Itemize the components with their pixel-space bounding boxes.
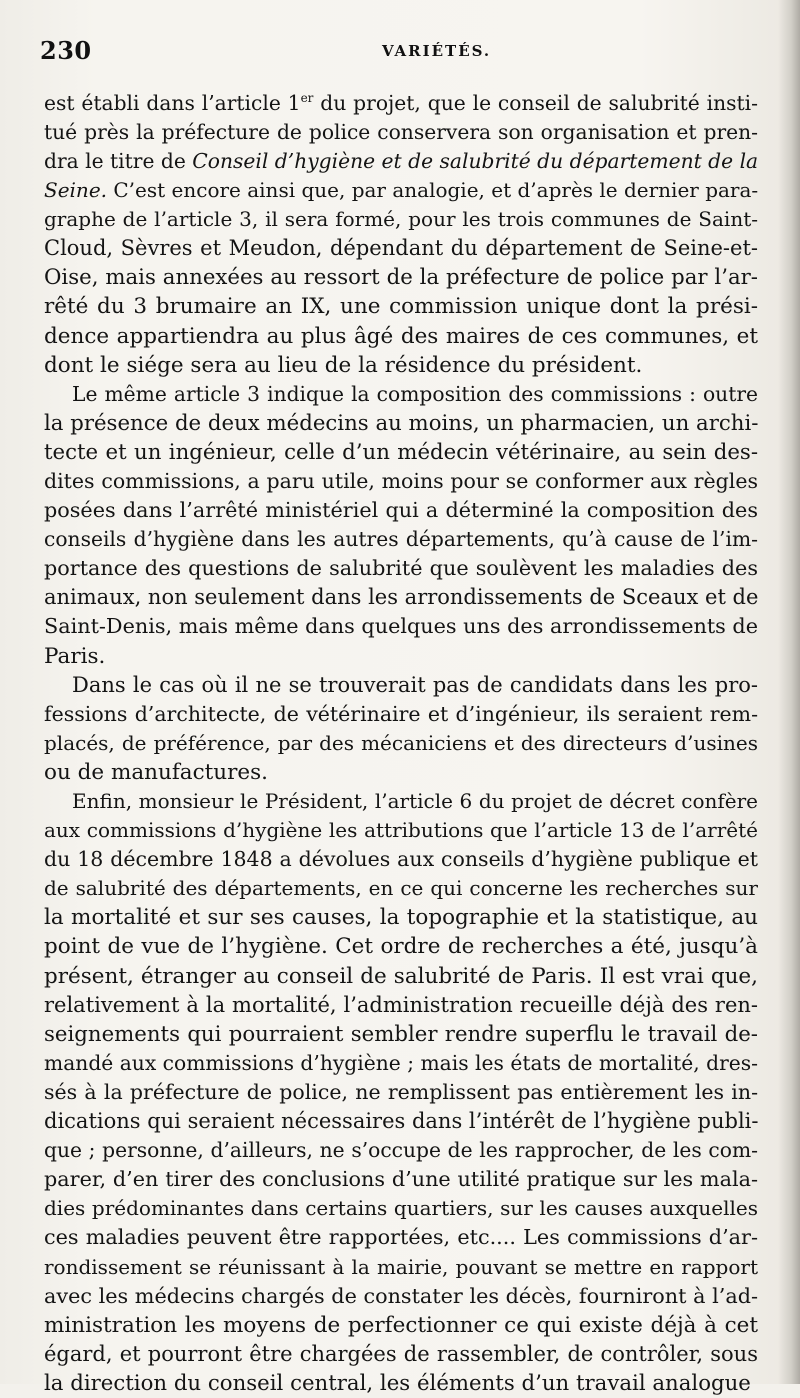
text-line: relativement à la mortalité, l’administration recueille déjà des ren-	[44, 992, 758, 1017]
text-line: conseils d’hygiène dans les autres départements, qu’à cause de l’im-	[44, 527, 758, 552]
text-line: graphe de l’article 3, il sera formé, pour les trois communes de Saint-	[44, 207, 758, 232]
text-line: rondissement se réunissant à la mairie, pouvant se mettre en rapport	[44, 1254, 758, 1279]
paragraph	[44, 671, 758, 787]
paragraph	[44, 84, 758, 380]
superscript: er	[300, 91, 314, 105]
text-line: point de vue de l’hygiène. Cet ordre de recherches a été, jusqu’à	[44, 934, 758, 960]
text-line: dites commissions, a paru utile, moins pour se conformer aux règles	[44, 468, 758, 493]
text-line: tué près la préfecture de police conservera son organisation et pren-	[44, 119, 758, 144]
page-number: 230	[40, 36, 92, 65]
text-line: la mortalité et sur ses causes, la topographie et la statistique, au	[44, 905, 758, 931]
text-line: Seine. C’est encore ainsi que, par analogie, et d’après le dernier para-	[44, 178, 759, 203]
text-line: dra le titre de Conseil d’hygiène et de salubrité du département de la	[44, 148, 759, 173]
text-line: la présence de deux médecins au moins, un pharmacien, un archi-	[44, 410, 759, 436]
running-title: VARIÉTÉS.	[382, 42, 492, 60]
text-line: Cloud, Sèvres et Meudon, dépendant du département de Seine-et-	[44, 236, 758, 261]
text-line: posées dans l’arrêté ministériel qui a déterminé la composition des	[44, 498, 758, 523]
text-line: Le même article 3 indique la composition des commissions : outre	[72, 381, 758, 406]
text-line: mandé aux commissions d’hygiène ; mais les états de mortalité, dres-	[44, 1050, 758, 1075]
text-line: la direction du conseil central, les éléments d’un travail analogue	[44, 1370, 751, 1396]
text-line: portance des questions de salubrité que soulèvent les maladies des	[44, 556, 758, 581]
text-line: ministration les moyens de perfectionner ce qui existe déjà à cet	[44, 1312, 758, 1338]
text-line: rêté du 3 brumaire an IX, une commission unique dont la prési-	[44, 294, 758, 320]
text-line: de salubrité des départements, en ce qui concerne les recherches sur	[44, 876, 758, 901]
text-line: Saint-Denis, mais même dans quelques uns des arrondissements de	[44, 614, 758, 639]
text-line: présent, étranger au conseil de salubrité de Paris. Il est vrai que,	[44, 963, 758, 989]
text-line: Paris.	[44, 643, 106, 669]
text-line: animaux, non seulement dans les arrondissements de Sceaux et de	[44, 585, 759, 610]
text-line: Oise, mais annexées au ressort de la préfecture de police par l’ar-	[44, 265, 758, 291]
text-line: placés, de préférence, par des mécaniciens et des directeurs d’usines	[44, 730, 758, 755]
text-line: dont le siége sera au lieu de la résidence du président.	[44, 352, 643, 378]
body-text	[44, 84, 758, 1398]
page-header	[40, 36, 764, 72]
text-line: dies prédominantes dans certains quartiers, sur les causes auxquelles	[44, 1196, 758, 1221]
text-line: avec les médecins chargés de constater les décès, fourniront à l’ad-	[44, 1283, 758, 1308]
text-line: ou de manufactures.	[44, 759, 269, 785]
text-line: dications qui seraient nécessaires dans l’intérêt de l’hygiène publi-	[44, 1109, 759, 1134]
text-line: fessions d’architecte, de vétérinaire et d’ingénieur, ils seraient rem-	[44, 701, 758, 726]
text-line: parer, d’en tirer des conclusions d’une utilité pratique sur les mala-	[44, 1167, 758, 1192]
text-line: Enfin, monsieur le Président, l’article 6 du projet de décret confère	[72, 789, 758, 813]
page-gutter-shadow	[778, 0, 800, 1384]
text-line: ces maladies peuvent être rapportées, etc.... Les commissions d’ar-	[44, 1225, 758, 1250]
paragraph	[44, 380, 758, 671]
italic-title: Conseil d’hygiène et de salubrité du département de la	[192, 148, 759, 173]
italic-title: Seine.	[44, 178, 108, 203]
text-line: sés à la préfecture de police, ne remplissent pas entièrement les in-	[44, 1079, 758, 1104]
text-line: aux commissions d’hygiène les attributions que l’article 13 de l’arrêté	[44, 818, 758, 843]
text-line: seignements qui pourraient sembler rendre superflu le travail de-	[44, 1021, 758, 1047]
text-line: est établi dans l’article 1er du projet, que le conseil de salubrité insti-	[44, 90, 759, 115]
text-line: dence appartiendra au plus âgé des maires de ces communes, et	[44, 323, 758, 349]
text-line: tecte et un ingénieur, celle d’un médecin vétérinaire, au sein des-	[44, 439, 758, 465]
text-line: égard, et pourront être chargées de rassembler, de contrôler, sous	[44, 1341, 758, 1366]
text-line: que ; personne, d’ailleurs, ne s’occupe de les rapprocher, de les com-	[44, 1138, 758, 1163]
paragraph	[44, 787, 758, 1398]
text-line: Dans le cas où il ne se trouverait pas de candidats dans les pro-	[72, 672, 758, 697]
text-line: du 18 décembre 1848 a dévolues aux conseils d’hygiène publique et	[44, 847, 758, 872]
